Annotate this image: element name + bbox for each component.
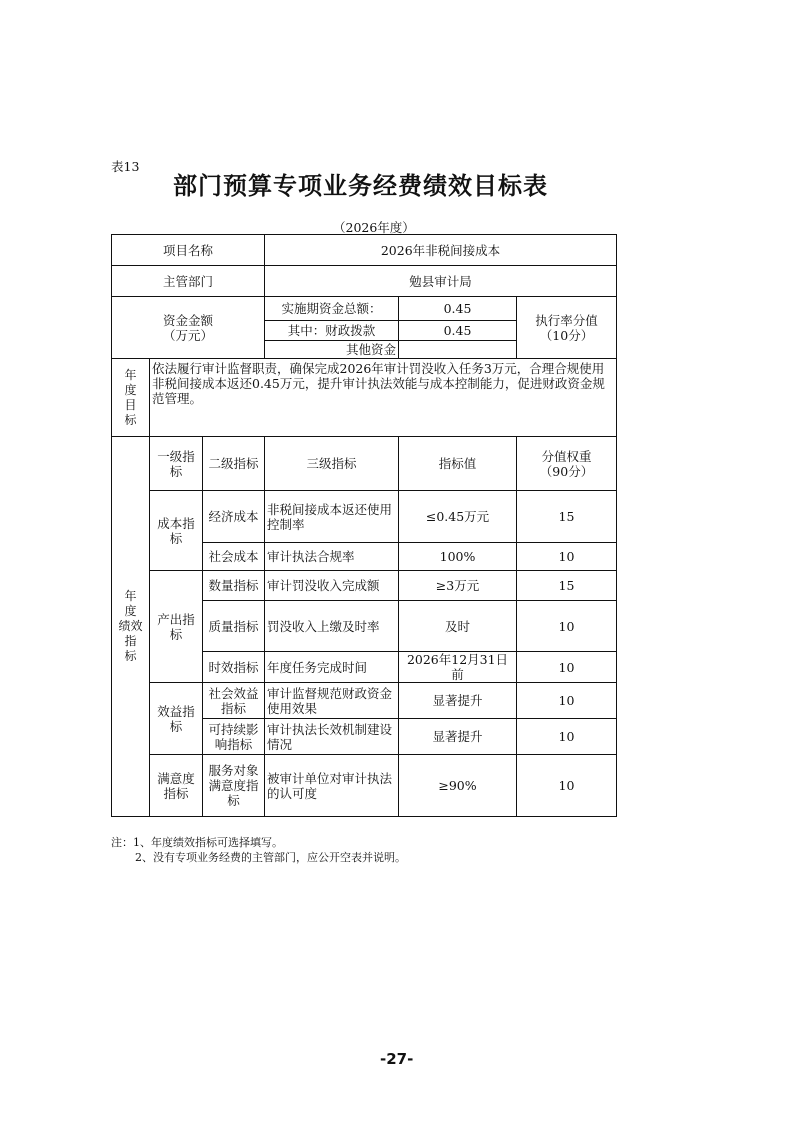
rate-label-line2: （10分） xyxy=(539,327,594,343)
header-level1: 一级指标 xyxy=(150,437,203,491)
table-row-l2: 时效指标 xyxy=(203,652,265,683)
group-output: 产出指标 xyxy=(150,571,203,683)
total-value: 0.45 xyxy=(399,297,517,321)
table-row-weight: 15 xyxy=(517,571,617,601)
table-row-l3: 审计执法合规率 xyxy=(265,543,399,571)
group-satisfaction: 满意度指标 xyxy=(150,755,203,817)
table-row-value: 及时 xyxy=(399,601,517,652)
table-row-l3: 审计监督规范财政资金使用效果 xyxy=(265,683,399,719)
table-row-l2: 经济成本 xyxy=(203,491,265,543)
table-row-l3: 审计罚没收入完成额 xyxy=(265,571,399,601)
year-note: （2026年度） xyxy=(333,220,415,235)
table-row-l3: 非税间接成本返还使用控制率 xyxy=(265,491,399,543)
table-row-value: 显著提升 xyxy=(399,683,517,719)
goal-text: 依法履行审计监督职责，确保完成2026年审计罚没收入任务3万元，合理合规使用非税间接成本返还0.45万元，提升审计执法效能与成本控制能力，促进财政资金规范管理。 xyxy=(150,359,617,437)
dept-value: 勉县审计局 xyxy=(265,266,617,297)
page-title: 部门预算专项业务经费绩效目标表 xyxy=(173,172,548,200)
indicator-side-c: 指 标 xyxy=(124,634,149,663)
page-number: -27- xyxy=(380,1050,414,1068)
header-weight-line2: （90分） xyxy=(539,463,594,479)
other-value xyxy=(399,341,517,359)
table-row-value: ≤0.45万元 xyxy=(399,491,517,543)
fund-label-line2: （万元） xyxy=(162,327,213,343)
performance-table xyxy=(111,234,617,817)
table-row-weight: 10 xyxy=(517,755,617,817)
table-row-weight: 10 xyxy=(517,601,617,652)
table-row-weight: 10 xyxy=(517,719,617,755)
table-row-l3: 罚没收入上缴及时率 xyxy=(265,601,399,652)
header-level2: 二级指标 xyxy=(203,437,265,491)
project-name-value: 2026年非税间接成本 xyxy=(265,235,617,266)
fund-label xyxy=(112,297,265,359)
note-line-1: 注：1、年度绩效指标可选择填写。 xyxy=(111,836,283,849)
table-row-weight: 10 xyxy=(517,683,617,719)
table-row-l2: 质量指标 xyxy=(203,601,265,652)
table-row-value: 显著提升 xyxy=(399,719,517,755)
other-label: 其他资金 xyxy=(265,341,399,359)
rate-label-line1: 执行率分值 xyxy=(535,312,598,328)
indicator-side-b: 绩效 xyxy=(118,619,143,633)
header-weight xyxy=(517,437,617,491)
table-row-l3: 年度任务完成时间 xyxy=(265,652,399,683)
fiscal-label: 其中：财政拨款 xyxy=(265,321,399,341)
table-row-weight: 10 xyxy=(517,543,617,571)
table-row-weight: 15 xyxy=(517,491,617,543)
rate-label xyxy=(517,297,617,359)
header-value: 指标值 xyxy=(399,437,517,491)
fund-label-line1: 资金金额 xyxy=(162,312,213,328)
group-benefit: 效益指标 xyxy=(150,683,203,755)
header-weight-line1: 分值权重 xyxy=(541,448,592,464)
table-row-value: 100% xyxy=(399,543,517,571)
header-level3: 三级指标 xyxy=(265,437,399,491)
table-number: 表13 xyxy=(111,159,140,174)
goal-label xyxy=(112,359,150,437)
table-row-value: 2026年12月31日前 xyxy=(399,652,517,683)
note-line-2: 2、没有专项业务经费的主管部门，应公开空表并说明。 xyxy=(135,851,406,864)
table-row-value: ≥3万元 xyxy=(399,571,517,601)
fiscal-value: 0.45 xyxy=(399,321,517,341)
table-row-weight: 10 xyxy=(517,652,617,683)
table-row-l2: 服务对象满意度指标 xyxy=(203,755,265,817)
project-name-label: 项目名称 xyxy=(112,235,265,266)
table-row-l2: 社会效益指标 xyxy=(203,683,265,719)
table-row-value: ≥90% xyxy=(399,755,517,817)
table-row-l2: 可持续影响指标 xyxy=(203,719,265,755)
indicator-side-a: 年 度 xyxy=(124,589,149,618)
group-cost: 成本指标 xyxy=(150,491,203,571)
table-row-l3: 审计执法长效机制建设情况 xyxy=(265,719,399,755)
goal-label-a: 年 度 xyxy=(124,367,149,397)
table-row-l2: 社会成本 xyxy=(203,543,265,571)
total-label: 实施期资金总额： xyxy=(265,297,399,321)
indicator-side-label xyxy=(112,437,150,817)
table-row-l2: 数量指标 xyxy=(203,571,265,601)
table-row-l3: 被审计单位对审计执法的认可度 xyxy=(265,755,399,817)
goal-label-b: 目 标 xyxy=(124,397,149,427)
dept-label: 主管部门 xyxy=(112,266,265,297)
